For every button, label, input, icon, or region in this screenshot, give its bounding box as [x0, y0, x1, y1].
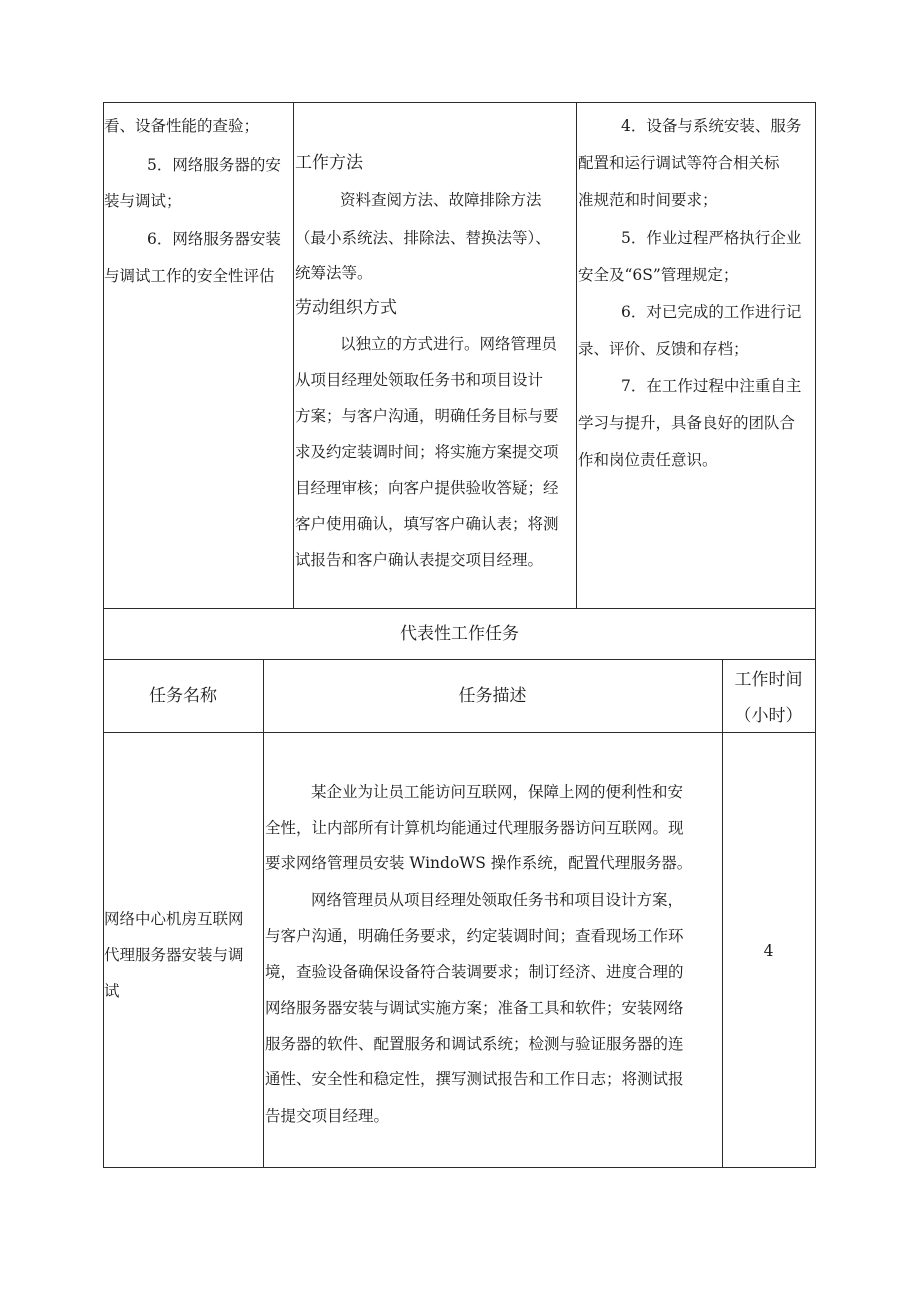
right-col-line: 7．在工作过程中注重自主	[621, 377, 802, 395]
org-line: 方案；与客户沟通，明确任务目标与要	[295, 407, 559, 425]
right-col-line: 作和岗位责任意识。	[578, 451, 718, 469]
table-bottom-border	[103, 1167, 816, 1168]
header-work-time: 工作时间	[734, 670, 803, 690]
task-desc-line: 某企业为让员工能访问互联网，保障上网的便利性和安	[311, 783, 684, 801]
task-desc-line: 全性，让内部所有计算机均能通过代理服务器访问互联网。现	[265, 819, 684, 837]
header-row-bottom	[103, 732, 816, 733]
left-col-line: 与调试工作的安全性评估	[104, 267, 275, 285]
org-line: 试报告和客户确认表提交项目经理。	[295, 551, 544, 569]
methods-heading: 工作方法	[295, 153, 363, 173]
header-task-desc: 任务描述	[458, 686, 527, 706]
org-line: 从项目经理处领取任务书和项目设计	[295, 371, 544, 389]
left-col-line: 装与调试；	[104, 192, 182, 210]
header-work-time-unit: （小时）	[734, 706, 803, 726]
task-desc-line: 网络管理员从项目经理处领取任务书和项目设计方案，	[311, 891, 684, 909]
org-line: 客户使用确认，填写客户确认表；将测	[295, 515, 559, 533]
right-col-line: 安全及“6S”管理规定；	[578, 266, 739, 284]
upper-col-divider-2	[576, 102, 577, 609]
methods-line: 资料查阅方法、故障排除方法	[340, 191, 542, 209]
task-hours: 4	[763, 942, 774, 960]
task-desc-line: 要求网络管理员安装 WindoWS 操作系统，配置代理服务器。	[265, 854, 693, 872]
section-divider	[103, 608, 816, 609]
task-desc-line: 通性、安全性和稳定性，撰写测试报告和工作日志；将测试报	[265, 1070, 684, 1088]
methods-line: （最小系统法、排除法、替换法等）、	[295, 229, 551, 247]
lower-col-divider-2	[722, 659, 723, 1168]
task-desc-line: 告提交项目经理。	[265, 1107, 390, 1125]
org-line: 以独立的方式进行。网络管理员	[340, 335, 558, 353]
right-col-line: 配置和运行调试等符合相关标	[578, 154, 780, 172]
task-desc-line: 与客户沟通，明确任务要求，约定装调时间；查看现场工作环	[265, 927, 684, 945]
right-col-line: 学习与提升，具备良好的团队合	[578, 414, 796, 432]
task-name-line: 试	[104, 982, 120, 1000]
methods-line: 统筹法等。	[295, 264, 373, 282]
right-col-line: 4．设备与系统安装、服务	[621, 117, 802, 135]
upper-col-divider-1	[293, 102, 294, 609]
org-line: 目经理审核；向客户提供验收答疑；经	[295, 479, 559, 497]
task-desc-line: 服务器的软件、配置服务和调试系统；检测与验证服务器的连	[265, 1035, 684, 1053]
left-col-line: 6．网络服务器安装	[147, 230, 281, 248]
org-heading: 劳动组织方式	[295, 298, 397, 318]
right-col-line: 5．作业过程严格执行企业	[621, 229, 802, 247]
task-name-line: 网络中心机房互联网	[104, 910, 244, 928]
section-title: 代表性工作任务	[400, 624, 519, 644]
left-col-line: 看、设备性能的查验；	[104, 117, 260, 135]
lower-col-divider-1	[263, 659, 264, 1168]
right-col-line: 6．对已完成的工作进行记	[621, 303, 802, 321]
right-col-line: 录、评价、反馈和存档；	[578, 340, 749, 358]
left-col-line: 5．网络服务器的安	[147, 156, 281, 174]
section-title-bottom	[103, 659, 816, 660]
task-name-line: 代理服务器安装与调	[104, 946, 244, 964]
table-top-border	[103, 102, 816, 103]
header-task-name: 任务名称	[149, 686, 217, 706]
right-col-line: 准规范和时间要求；	[578, 191, 718, 209]
task-desc-line: 网络服务器安装与调试实施方案；准备工具和软件；安装网络	[265, 999, 684, 1017]
org-line: 求及约定装调时间；将实施方案提交项	[295, 443, 559, 461]
task-desc-line: 境，查验设备确保设备符合装调要求；制订经济、进度合理的	[265, 963, 684, 981]
